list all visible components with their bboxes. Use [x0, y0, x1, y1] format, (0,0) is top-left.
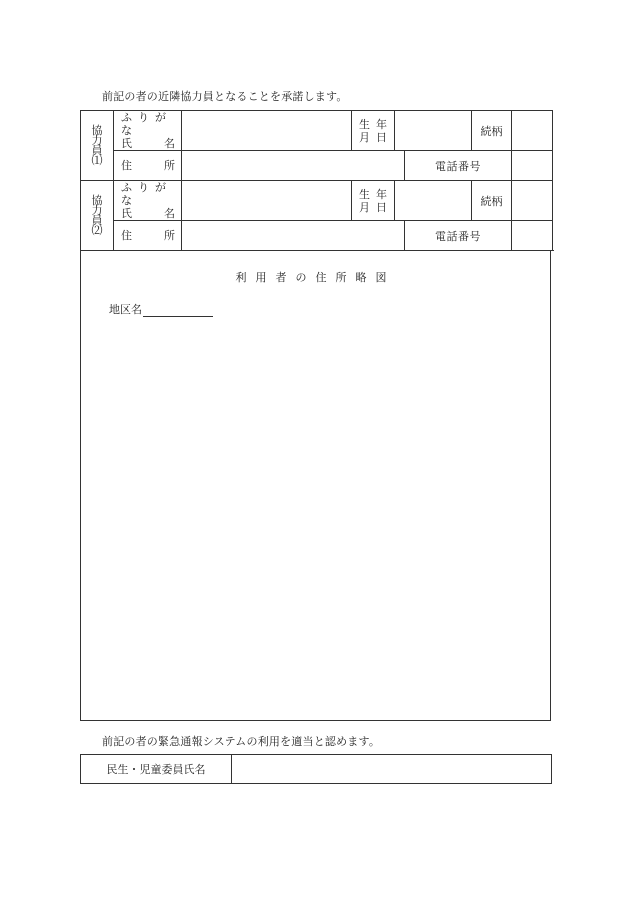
- cooperator-2-birth-label: 生 年 月 日: [352, 181, 395, 221]
- cooperator-1-phone-label: 電話番号: [405, 151, 512, 181]
- cooperator-1-name-field[interactable]: [182, 111, 352, 151]
- cooperator-2-name-label: ふりがな 氏 名: [114, 181, 182, 221]
- cooperator-1-birth-label: 生 年 月 日: [352, 111, 395, 151]
- cooperator-2-relation-field[interactable]: [512, 181, 553, 221]
- signature-row: [80, 754, 552, 784]
- cooperator-1-phone-field[interactable]: [512, 151, 553, 181]
- cooperator-2-phone-field[interactable]: [512, 221, 553, 251]
- statement-bottom: 前記の者の緊急通報システムの利用を適当と認めます。: [102, 735, 381, 748]
- cooperator-1-relation-field[interactable]: [512, 111, 553, 151]
- cooperator-1-relation-label: 続柄: [472, 111, 512, 151]
- signature-field[interactable]: [232, 755, 551, 783]
- map-title: 利用者の住所略図: [235, 271, 396, 284]
- map-area[interactable]: [80, 250, 551, 721]
- cooperator-1-label: 協 力 員 ⑴: [81, 111, 114, 181]
- cooperator-1-name-label: ふりがな 氏 名: [114, 111, 182, 151]
- cooperator-1-address-field[interactable]: [182, 151, 405, 181]
- cooperator-2-birth-field[interactable]: [395, 181, 472, 221]
- cooperator-1-address-label: 住 所: [114, 151, 182, 181]
- statement-top: 前記の者の近隣協力員となることを承諾します。: [102, 90, 348, 103]
- district-name-field[interactable]: [143, 304, 213, 317]
- cooperator-table: [80, 110, 553, 251]
- cooperator-2-relation-label: 続柄: [472, 181, 512, 221]
- district-label: 地区名: [109, 303, 142, 316]
- district-name: [109, 301, 213, 317]
- cooperator-2-name-field[interactable]: [182, 181, 352, 221]
- cooperator-2-address-field[interactable]: [182, 221, 405, 251]
- cooperator-1-birth-field[interactable]: [395, 111, 472, 151]
- cooperator-2-phone-label: 電話番号: [405, 221, 512, 251]
- signature-label: 民生・児童委員氏名: [81, 755, 232, 783]
- cooperator-2-label: 協 力 員 ⑵: [81, 181, 114, 251]
- cooperator-2-address-label: 住 所: [114, 221, 182, 251]
